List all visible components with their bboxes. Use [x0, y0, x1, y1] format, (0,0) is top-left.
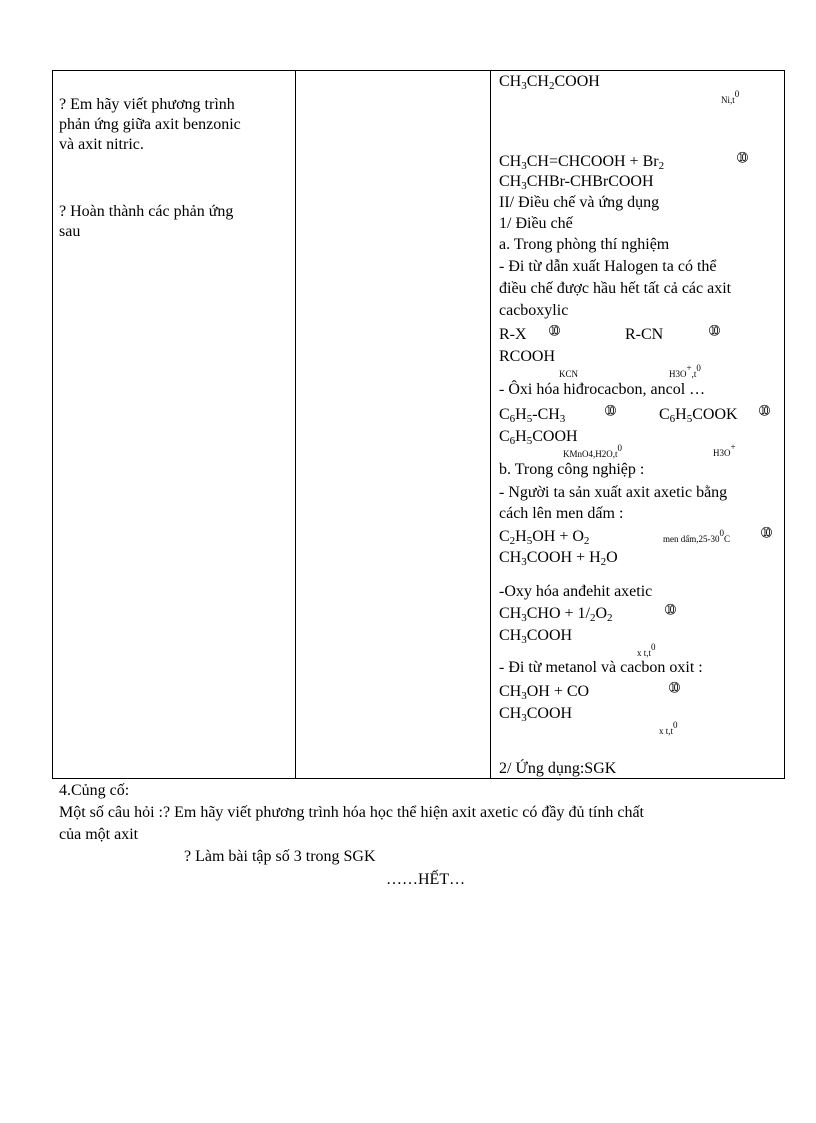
reaction-arrow-icon: ➉ — [759, 404, 770, 419]
formula-methanol: $CH_3OH$ + CO — [499, 683, 590, 702]
question-benzoic — [59, 95, 289, 155]
oxidation-line: - Ôxi hóa hiđrocacbon, ancol … — [499, 381, 706, 398]
methanol-line: - Đi từ metanol và cacbon oxit : — [499, 659, 703, 676]
reaction-arrow-icon: ➉ — [605, 404, 616, 419]
question-line: và axit nitric. — [59, 136, 144, 153]
formula-rcn: R-CN — [625, 326, 664, 343]
formula-toluene: $C_6H_5-CH_3$ — [499, 406, 566, 425]
condition-h3o: $H3O^+,t^0$ — [669, 363, 701, 379]
section-heading-2-2: 2/ Ứng dụng:SGK — [499, 760, 617, 777]
formula-propanoic: $CH_3CH_2COOH$ — [499, 73, 600, 92]
review-exercise-line: ? Làm bài tập số 3 trong SGK — [184, 848, 376, 865]
formula-acetic-2: $CH_3COOH$ — [499, 705, 573, 724]
section-heading-a: a. Trong phòng thí nghiệm — [499, 236, 670, 253]
lab-text-line: cacboxylic — [499, 302, 569, 319]
formula-acetaldehyde: $CH_3CHO + 1/_2O_2$ — [499, 605, 613, 624]
condition-kmno4: $KMnO4,H2O,t^0$ — [563, 443, 623, 459]
formula-dibromo: $CH_3CHBr$-CHBrCOOH — [499, 173, 654, 192]
formula-benzoate: $C_6H_5COOK$ — [659, 406, 738, 425]
question-line: sau — [59, 223, 81, 240]
reaction-arrow-icon: ➉ — [737, 151, 748, 166]
condition-xt-1: x $t,t^0$ — [637, 642, 656, 658]
industry-text-line: - Người ta sản xuất axit axetic bằng — [499, 484, 728, 501]
section-heading-2: II/ Điều chế và ứng dụng — [499, 194, 660, 211]
column-divider-1 — [295, 71, 296, 778]
question-line: ? Hoàn thành các phản ứng — [59, 203, 234, 220]
reaction-arrow-icon: ➉ — [549, 324, 560, 339]
question-complete-reactions — [59, 202, 289, 242]
formula-acetic: $CH_3COOH$ — [499, 627, 573, 646]
formula-benzoic: $C_6H_5COOH$ — [499, 428, 578, 447]
condition-men-dam: men $dấm,25-30^0C$ — [663, 528, 731, 544]
reaction-arrow-icon: ➉ — [761, 526, 772, 541]
section-heading-b: b. Trong công nghiệp : — [499, 461, 645, 478]
lab-text-line: - Đi từ dẫn xuất Halogen ta có thể — [499, 258, 717, 275]
formula-rx: R-X — [499, 326, 527, 343]
lesson-table — [52, 70, 785, 779]
formula-butenoic: $CH_3CH=CHCOOH + Br_2$ — [499, 153, 665, 172]
review-question-line: Một số câu hỏi :? Em hãy viết phương trình hóa học thể hiện axit axetic có đầy đủ tính chất — [59, 804, 644, 821]
review-question-line: của một axit — [59, 826, 139, 843]
condition-kcn: KCN — [559, 369, 579, 379]
oxidation-aldehyde-line: -Oxy hóa anđehit axetic — [499, 583, 653, 600]
end-marker: ……HẾT… — [386, 871, 466, 888]
industry-text-line: cách lên men dấm : — [499, 505, 624, 522]
condition-ni: $Ni,t^0$ — [721, 89, 740, 105]
reaction-arrow-icon: ➉ — [669, 681, 680, 696]
formula-ethanol: $C_2H_5OH + O_2$ — [499, 528, 590, 547]
column-divider-2 — [490, 71, 491, 778]
question-line: ? Em hãy viết phương trình — [59, 96, 235, 113]
section-heading-2-1: 1/ Điều chế — [499, 215, 573, 232]
reaction-arrow-icon: ➉ — [665, 603, 676, 618]
reaction-arrow-icon: ➉ — [709, 324, 720, 339]
consolidation-heading: 4.Củng cố: — [59, 782, 130, 799]
question-line: phản ứng giữa axit benzonic — [59, 116, 241, 133]
condition-h3o-2: H3O+ — [713, 442, 736, 458]
formula-acetic-water: $CH_3COOH + H_2O$ — [499, 549, 618, 568]
formula-rcooh: RCOOH — [499, 348, 556, 365]
condition-xt-2: x $t,t^0$ — [659, 720, 678, 736]
lab-text-line: điều chế được hầu hết tất cả các axit — [499, 280, 732, 297]
